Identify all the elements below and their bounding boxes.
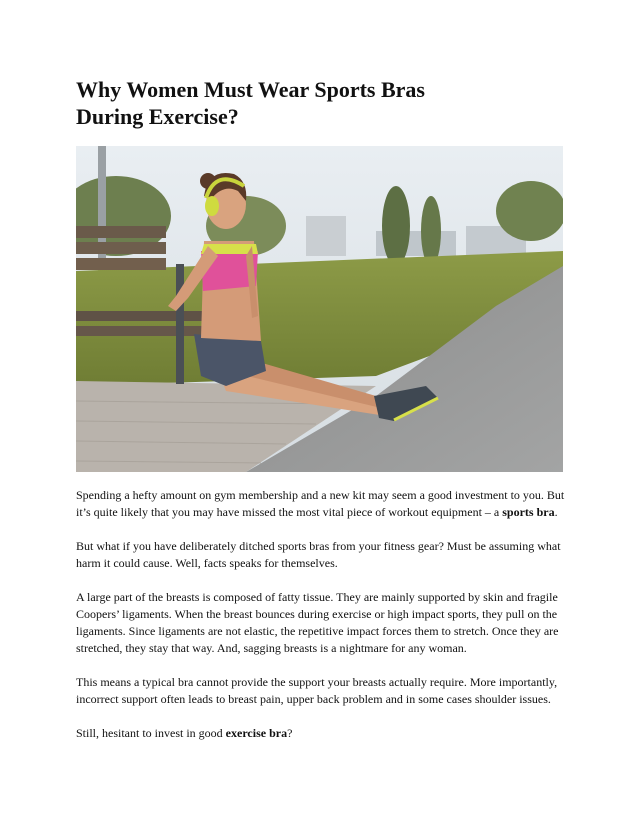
title-line-1: Why Women Must Wear Sports Bras xyxy=(76,77,425,102)
document-title xyxy=(76,76,576,130)
article-body xyxy=(76,487,566,759)
paragraph-3: A large part of the breasts is composed of fatty tissue. They are mainly supported by skin and fragile Coopers’ ligaments. When the breast bounces during exercise or high impact sports, they pull on the ligaments. Since ligaments are not elastic, the repetitive impact forces them to stretch. Once they are stretched, they stay that way. And, sagging breasts is a nightmare for any woman. xyxy=(76,590,559,655)
exercise-bra-bold: exercise bra xyxy=(225,726,288,740)
paragraph-4: This means a typical bra cannot provide the support your breasts actually require. More importantly, incorrect support often leads to breast pain, upper back problem and in some cases shoulder issues. xyxy=(76,675,558,706)
paragraph-5 xyxy=(76,725,566,742)
paragraph-1-text-before: Spending a hefty amount on gym membership and a new kit may seem a good investment to you. But it’s quite likely that you may have missed the most vital piece of workout equipment – a xyxy=(76,488,565,519)
paragraph-1 xyxy=(76,487,566,521)
paragraph-1-text-after: . xyxy=(554,505,558,519)
paragraph-2: But what if you have deliberately ditched sports bras from your fitness gear? Must be assuming what harm it could cause. Well, facts speaks for themselves. xyxy=(76,539,561,570)
photo-illustration xyxy=(76,146,563,472)
title-line-2: During Exercise? xyxy=(76,104,239,129)
paragraph-5-text-after: ? xyxy=(287,726,293,740)
sports-bra-bold: sports bra xyxy=(502,505,555,519)
woman-exercising-photo xyxy=(76,146,563,472)
paragraph-5-text-before: Still, hesitant to invest in good xyxy=(76,726,226,740)
